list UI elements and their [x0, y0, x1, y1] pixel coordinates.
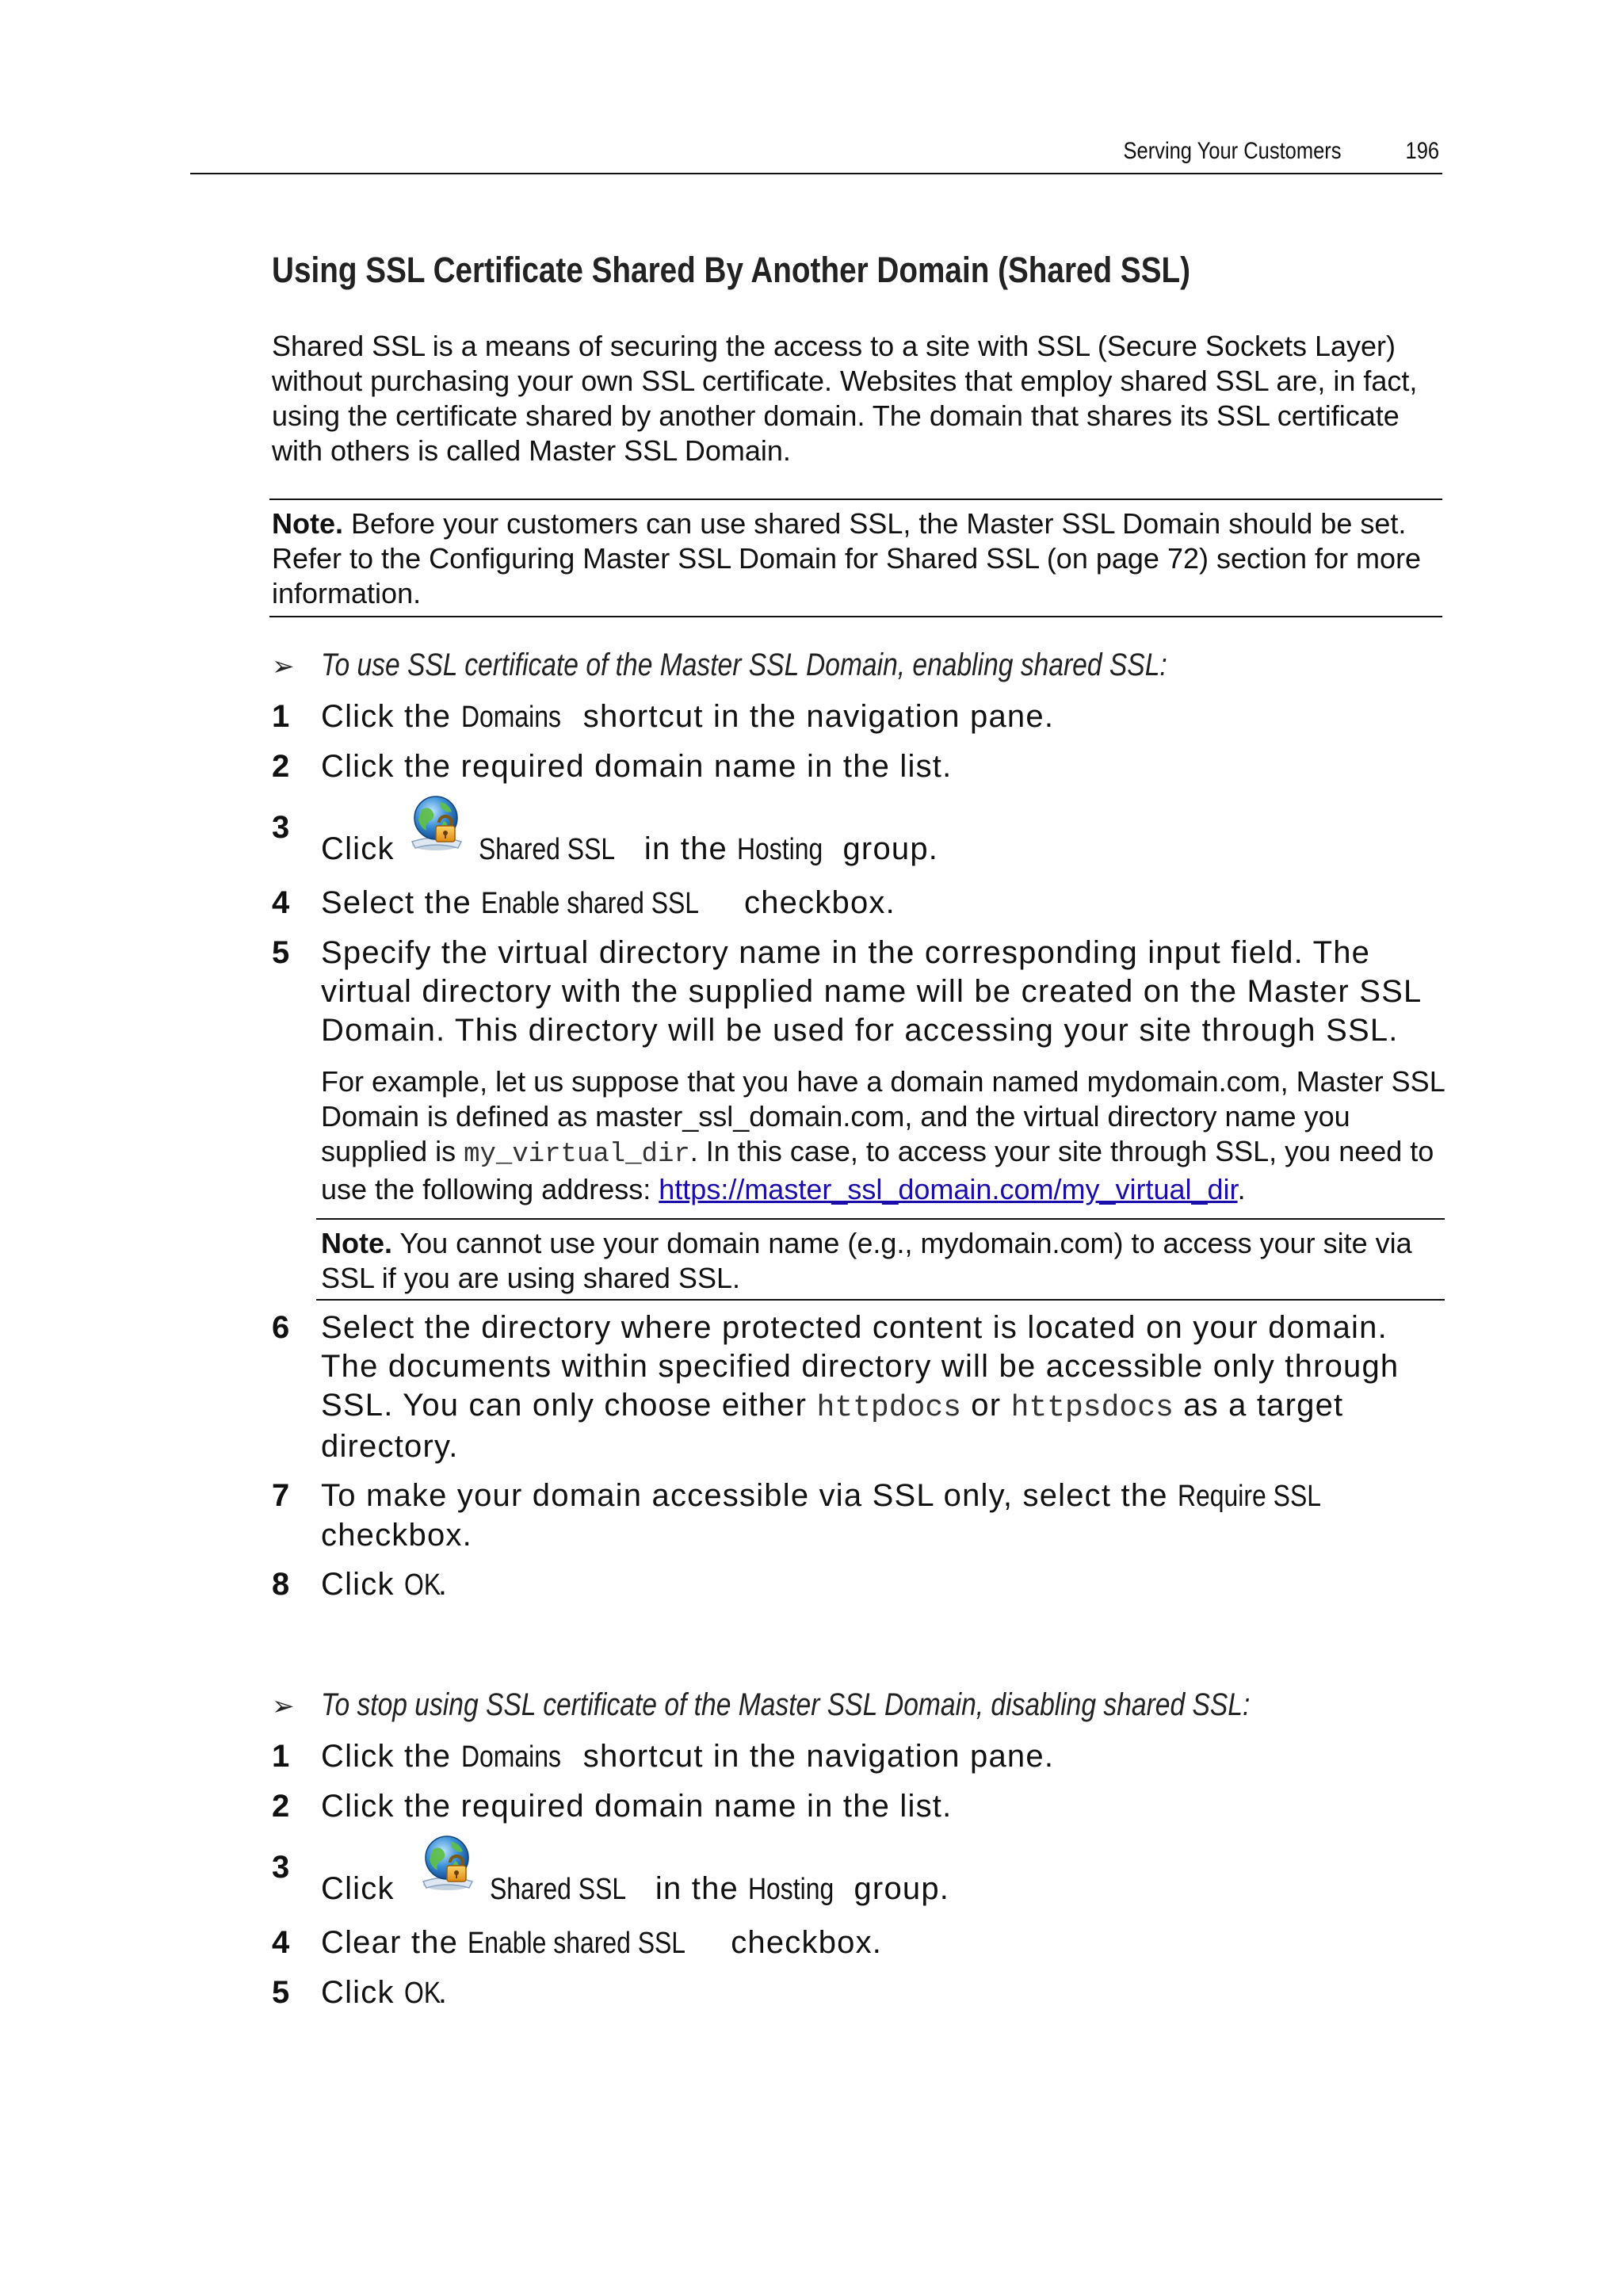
- step-text: Select the directory where protected content is located on your domain. The documents within specified directory will be accessible only through SSL. You can only choose either: [321, 1310, 1400, 1423]
- step-2: [272, 747, 1445, 786]
- step-8: [272, 1565, 1445, 1605]
- step-text: shortcut in the navigation pane.: [582, 1739, 1055, 1774]
- step-text: in the: [643, 831, 727, 866]
- ui-term-ok: OK: [404, 1568, 441, 1602]
- step-text: as a target directory.: [321, 1388, 1344, 1464]
- step-text: Click the required domain name in the list.: [321, 749, 953, 784]
- step-text: in the: [655, 1871, 739, 1906]
- procedure-title-text: To use SSL certificate of the Master SSL Domain, enabling shared SSL:: [321, 648, 1167, 682]
- example-text: . In this case, to access your site through SSL, you need to use the following address:: [321, 1135, 1434, 1205]
- ui-term-shared-ssl: Shared SSL: [478, 833, 615, 866]
- shared-ssl-globe-lock-icon: [415, 1832, 480, 1897]
- step-text: Click the required domain name in the list.: [321, 1789, 953, 1824]
- arrowhead-bullet-icon: ➢: [272, 1691, 295, 1721]
- procedure-enable-shared-ssl: [272, 648, 1445, 1605]
- note-label: Note.: [321, 1227, 392, 1259]
- ui-term-hosting: Hosting: [737, 833, 823, 866]
- example-address-link[interactable]: https://master_ssl_domain.com/my_virtual_dir: [659, 1173, 1238, 1205]
- ui-term-shared-ssl: Shared SSL: [489, 1873, 626, 1906]
- step-number: 3: [272, 1850, 290, 1885]
- step-4: [272, 884, 1445, 923]
- header-title: Serving Your Customers: [1123, 138, 1341, 164]
- code-virtual-dir: my_virtual_dir: [464, 1140, 690, 1170]
- step-number: 7: [272, 1478, 290, 1513]
- step-4: [272, 1924, 1445, 1963]
- ui-term-enable-shared-ssl: Enable shared SSL: [481, 887, 700, 920]
- ui-term-domains: Domains: [460, 1740, 561, 1774]
- code-httpsdocs: httpsdocs: [1010, 1391, 1174, 1425]
- running-header: [190, 135, 1442, 174]
- note-label: Note.: [272, 507, 343, 540]
- step-1: [272, 697, 1445, 737]
- step-number: 1: [272, 1739, 290, 1774]
- ui-term-enable-shared-ssl: Enable shared SSL: [468, 1927, 686, 1960]
- sub-note-box: [316, 1218, 1445, 1301]
- step-text: Clear the: [321, 1925, 459, 1960]
- step-number: 8: [272, 1567, 290, 1602]
- step-number: 2: [272, 1789, 290, 1824]
- section-title: Using SSL Certificate Shared By Another Domain (Shared SSL): [272, 250, 1191, 290]
- step-1: [272, 1737, 1445, 1777]
- step-number: 5: [272, 935, 290, 970]
- note-text: [269, 506, 1442, 611]
- ui-term-hosting: Hosting: [748, 1873, 834, 1906]
- ui-term-ok: OK: [404, 1977, 441, 2010]
- step-text: or: [971, 1388, 1002, 1423]
- note-body: You cannot use your domain name (e.g., mydomain.com) to access your site via SSL if you are using shared SSL.: [321, 1227, 1412, 1294]
- example-paragraph: [321, 1064, 1446, 1207]
- step-text: .: [437, 1567, 449, 1602]
- step-number: 1: [272, 699, 290, 734]
- step-7: [272, 1477, 1445, 1555]
- procedure-title: [272, 648, 1445, 687]
- procedure-title: [272, 1687, 1445, 1727]
- step-text: Click: [321, 1871, 395, 1906]
- step-text: checkbox.: [731, 1925, 883, 1960]
- step-text: Click: [321, 1567, 395, 1602]
- step-3: [272, 808, 1445, 873]
- step-text: Select the: [321, 885, 472, 920]
- procedure-title-text: To stop using SSL certificate of the Master SSL Domain, disabling shared SSL:: [321, 1687, 1251, 1722]
- arrowhead-bullet-icon: ➢: [272, 651, 295, 682]
- step-number: 6: [272, 1310, 290, 1345]
- step-5: [272, 934, 1445, 1050]
- step-number: 4: [272, 885, 290, 920]
- step-text: Click the: [321, 699, 452, 734]
- page-number: 196: [1405, 138, 1439, 164]
- step-text: checkbox.: [321, 1518, 472, 1553]
- ui-term-require-ssl: Require SSL: [1178, 1480, 1322, 1513]
- shared-ssl-globe-lock-icon: [404, 793, 469, 858]
- step-text: group.: [842, 831, 939, 866]
- intro-paragraph: Shared SSL is a means of securing the access to a site with SSL (Secure Sockets Layer) without purchasing your own SSL certificate. Websites that employ shared SSL are, in fact, using the certificate shared by another domain. The domain that shares its SSL certificate with others is called Master SSL Domain.: [272, 330, 1418, 467]
- step-number: 4: [272, 1925, 290, 1960]
- procedure-disable-shared-ssl: [272, 1687, 1445, 2013]
- step-5: [272, 1973, 1445, 2013]
- example-text: For example, let us suppose that you have a domain named mydomain.com, Master SSL Domain is defined as master_ssl_domain.com, and the virtual directory name you supplied is: [321, 1065, 1445, 1167]
- step-number: 2: [272, 749, 290, 784]
- note-box: [269, 499, 1442, 617]
- step-text: Click: [321, 831, 395, 866]
- step-3: [272, 1848, 1445, 1913]
- step-text: Click the: [321, 1739, 452, 1774]
- step-text: .: [437, 1975, 449, 2010]
- step-text: Click: [321, 1975, 395, 2010]
- step-text: Specify the virtual directory name in the corresponding input field. The virtual directory with the supplied name will be created on the Master SSL Domain. This directory will be used for accessing your site through SSL.: [321, 935, 1421, 1048]
- code-httpdocs: httpdocs: [816, 1391, 961, 1425]
- step-number: 5: [272, 1975, 290, 2010]
- step-text: To make your domain accessible via SSL only, select the: [321, 1478, 1168, 1513]
- ui-term-domains: Domains: [460, 701, 561, 734]
- step-number: 3: [272, 810, 290, 845]
- step-6: [272, 1308, 1445, 1466]
- main-content: [272, 250, 1445, 2013]
- note-body: Before your customers can use shared SSL, the Master SSL Domain should be set. Refer to the Configuring Master SSL Domain for Shared SSL (on page 72) section for more information.: [272, 507, 1422, 609]
- step-text: group.: [854, 1871, 950, 1906]
- step-text: shortcut in the navigation pane.: [582, 699, 1055, 734]
- step-2: [272, 1787, 1445, 1826]
- example-text: .: [1237, 1173, 1246, 1205]
- step-text: checkbox.: [744, 885, 896, 920]
